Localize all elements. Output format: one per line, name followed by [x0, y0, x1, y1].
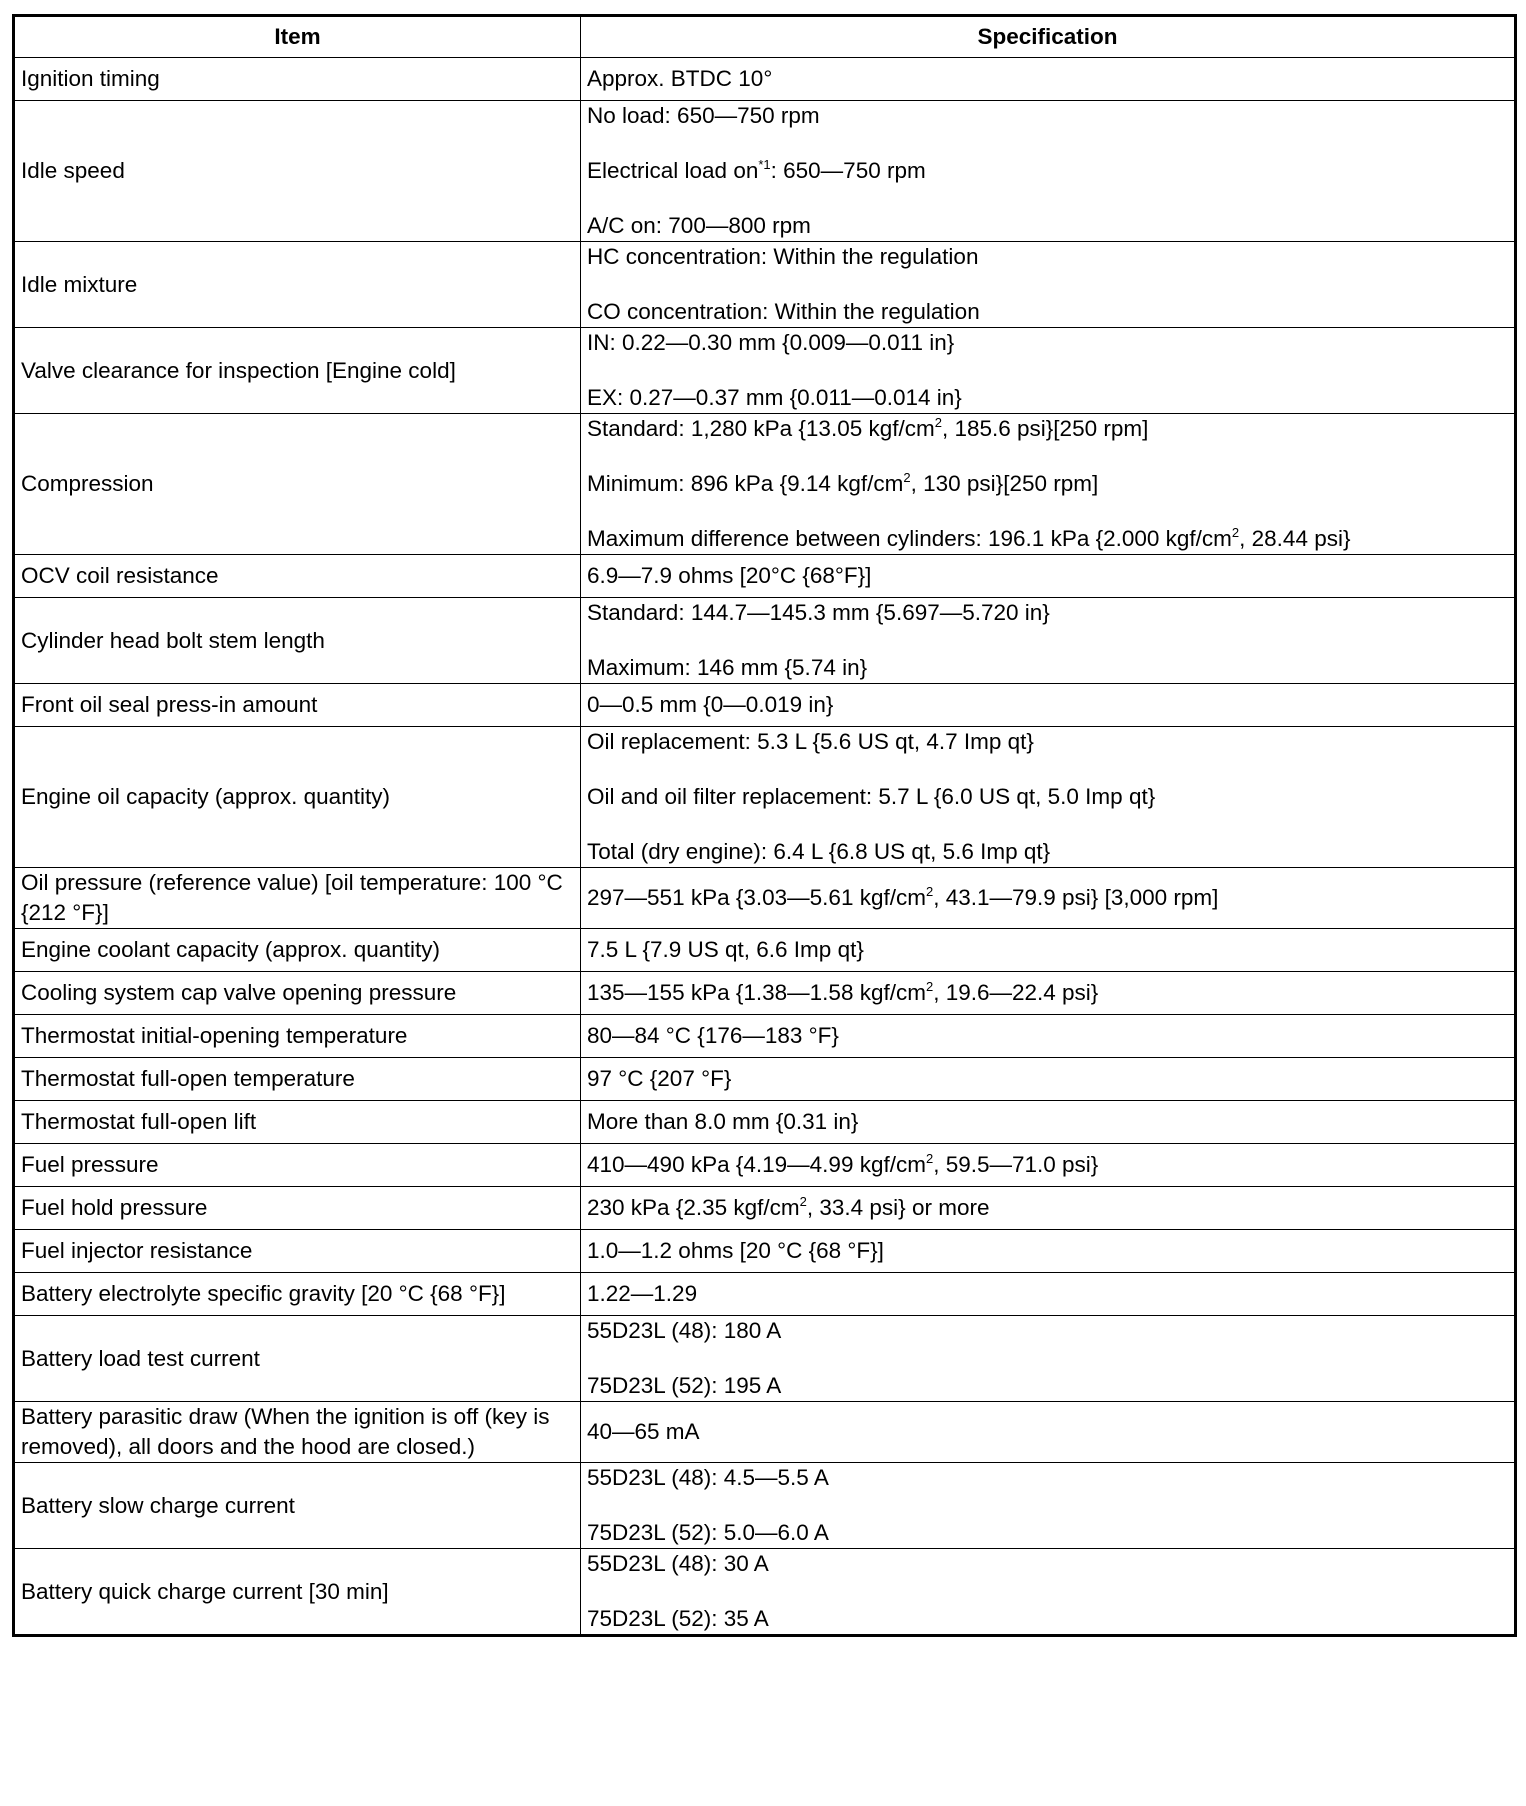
specification-cell [581, 328, 1516, 414]
specification-line: CO concentration: Within the regulation [587, 299, 980, 324]
table-row [14, 1187, 1516, 1230]
table-row [14, 1101, 1516, 1144]
specification-line: Approx. BTDC 10° [587, 66, 773, 91]
specification-line: Maximum difference between cylinders: 196.1 kPa {2.000 kgf/$cm^2$, 28.44 psi} [587, 524, 1351, 551]
specification-cell [581, 1187, 1516, 1230]
superscript: 2 [1231, 524, 1240, 540]
specification-cell [581, 1316, 1516, 1402]
specification-line: 97 °C {207 °F} [587, 1066, 732, 1091]
superscript: 2 [925, 978, 934, 994]
specification-cell [581, 868, 1516, 929]
specification-line: EX: 0.27—0.37 mm {0.011—0.014 in} [587, 385, 962, 410]
table-row [14, 1230, 1516, 1273]
item-cell: Battery slow charge current [14, 1463, 581, 1549]
table-row [14, 727, 1516, 868]
table-row [14, 1058, 1516, 1101]
specification-cell [581, 1273, 1516, 1316]
specification-line: More than 8.0 mm {0.31 in} [587, 1109, 859, 1134]
specification-cell [581, 1058, 1516, 1101]
specification-cell [581, 1549, 1516, 1636]
table-row [14, 684, 1516, 727]
specification-cell [581, 598, 1516, 684]
specification-line: Oil replacement: 5.3 L {5.6 US qt, 4.7 Imp qt} [587, 729, 1034, 754]
table-row [14, 101, 1516, 242]
table-row [14, 414, 1516, 555]
specification-cell [581, 1101, 1516, 1144]
specification-line: 55D23L (48): 4.5—5.5 A [587, 1465, 829, 1490]
item-cell: Front oil seal press-in amount [14, 684, 581, 727]
specification-line: Minimum: 896 kPa {9.14 kgf/$cm^2$, 130 psi}[250 rpm] [587, 469, 1099, 496]
table-row [14, 1015, 1516, 1058]
specification-line: 1.0—1.2 ohms [20 °C {68 °F}] [587, 1238, 884, 1263]
header-item: Item [14, 16, 581, 58]
superscript: 2 [925, 883, 934, 899]
superscript: 2 [925, 1150, 934, 1166]
item-cell: Valve clearance for inspection [Engine cold] [14, 328, 581, 414]
item-cell: Fuel hold pressure [14, 1187, 581, 1230]
specification-cell [581, 1230, 1516, 1273]
specification-line: 75D23L (52): 195 A [587, 1373, 782, 1398]
specification-line: IN: 0.22—0.30 mm {0.009—0.011 in} [587, 330, 955, 355]
superscript: 2 [903, 469, 911, 485]
table-row [14, 1402, 1516, 1463]
table-row [14, 1273, 1516, 1316]
specification-line: Total (dry engine): 6.4 L {6.8 US qt, 5.6 Imp qt} [587, 839, 1051, 864]
table-row [14, 555, 1516, 598]
specification-line: Oil and oil filter replacement: 5.7 L {6.0 US qt, 5.0 Imp qt} [587, 784, 1156, 809]
specification-cell [581, 242, 1516, 328]
specification-line: A/C on: 700—800 rpm [587, 213, 811, 238]
specification-line: No load: 650—750 rpm [587, 103, 820, 128]
table-row [14, 58, 1516, 101]
item-cell: Thermostat full-open temperature [14, 1058, 581, 1101]
specification-line: 0—0.5 mm {0—0.019 in} [587, 692, 834, 717]
specification-line: 80—84 °C {176—183 °F} [587, 1023, 839, 1048]
item-cell: Thermostat full-open lift [14, 1101, 581, 1144]
table-row [14, 972, 1516, 1015]
item-cell: Battery quick charge current [30 min] [14, 1549, 581, 1636]
item-cell: Cooling system cap valve opening pressure [14, 972, 581, 1015]
table-row [14, 929, 1516, 972]
item-cell: Ignition timing [14, 58, 581, 101]
specification-cell [581, 58, 1516, 101]
item-cell: Engine oil capacity (approx. quantity) [14, 727, 581, 868]
table-row [14, 1463, 1516, 1549]
item-cell: Idle mixture [14, 242, 581, 328]
specification-line: 75D23L (52): 5.0—6.0 A [587, 1520, 829, 1545]
item-cell: OCV coil resistance [14, 555, 581, 598]
specification-cell [581, 972, 1516, 1015]
table-row [14, 1549, 1516, 1636]
specification-cell [581, 684, 1516, 727]
specification-cell [581, 1144, 1516, 1187]
specification-cell [581, 414, 1516, 555]
specification-line: 75D23L (52): 35 A [587, 1606, 769, 1631]
item-cell: Battery parasitic draw (When the ignition is off (key is removed), all doors and the hood are closed.) [14, 1402, 581, 1463]
item-cell: Fuel pressure [14, 1144, 581, 1187]
header-specification: Specification [581, 16, 1516, 58]
item-cell: Fuel injector resistance [14, 1230, 581, 1273]
specification-cell [581, 929, 1516, 972]
table-row [14, 598, 1516, 684]
specification-line: 135—155 kPa {1.38—1.58 kgf/$cm^2$, 19.6—22.4 psi} [587, 978, 1099, 1005]
item-cell: Thermostat initial-opening temperature [14, 1015, 581, 1058]
specification-line: HC concentration: Within the regulation [587, 244, 979, 269]
specification-table [12, 14, 1517, 1637]
item-cell: Cylinder head bolt stem length [14, 598, 581, 684]
item-cell: Oil pressure (reference value) [oil temperature: 100 °C {212 °F}] [14, 868, 581, 929]
specification-line: Electrical load $on^{*1}$: 650—750 rpm [587, 156, 926, 183]
specification-line: 1.22—1.29 [587, 1281, 698, 1306]
superscript: *1 [758, 156, 771, 172]
table-body [14, 58, 1516, 1636]
header-row [14, 16, 1516, 58]
item-cell: Battery electrolyte specific gravity [20 °C {68 °F}] [14, 1273, 581, 1316]
specification-line: 55D23L (48): 180 A [587, 1318, 782, 1343]
specification-line: 6.9—7.9 ohms [20°C {68°F}] [587, 563, 872, 588]
item-cell: Idle speed [14, 101, 581, 242]
item-cell: Compression [14, 414, 581, 555]
specification-cell [581, 1463, 1516, 1549]
specification-line: 55D23L (48): 30 A [587, 1551, 769, 1576]
table-row [14, 242, 1516, 328]
specification-cell [581, 1402, 1516, 1463]
specification-line: 40—65 mA [587, 1419, 700, 1444]
table-row [14, 868, 1516, 929]
superscript: 2 [799, 1193, 807, 1209]
specification-line: Standard: 1,280 kPa {13.05 kgf/$cm^2$, 185.6 psi}[250 rpm] [587, 414, 1149, 441]
table-row [14, 1316, 1516, 1402]
specification-line: Standard: 144.7—145.3 mm {5.697—5.720 in} [587, 600, 1050, 625]
specification-line: Maximum: 146 mm {5.74 in} [587, 655, 868, 680]
item-cell: Battery load test current [14, 1316, 581, 1402]
specification-cell [581, 101, 1516, 242]
specification-line: 297—551 kPa {3.03—5.61 kgf/$cm^2$, 43.1—79.9 psi} [3,000 rpm] [587, 883, 1219, 910]
table-row [14, 1144, 1516, 1187]
specification-cell [581, 727, 1516, 868]
specification-line: 230 kPa {2.35 kgf/$cm^2$, 33.4 psi} or more [587, 1193, 990, 1220]
table-row [14, 328, 1516, 414]
specification-cell [581, 555, 1516, 598]
specification-line: 7.5 L {7.9 US qt, 6.6 Imp qt} [587, 937, 864, 962]
item-cell: Engine coolant capacity (approx. quantity) [14, 929, 581, 972]
superscript: 2 [934, 414, 942, 430]
specification-cell [581, 1015, 1516, 1058]
specification-line: 410—490 kPa {4.19—4.99 kgf/$cm^2$, 59.5—71.0 psi} [587, 1150, 1099, 1177]
